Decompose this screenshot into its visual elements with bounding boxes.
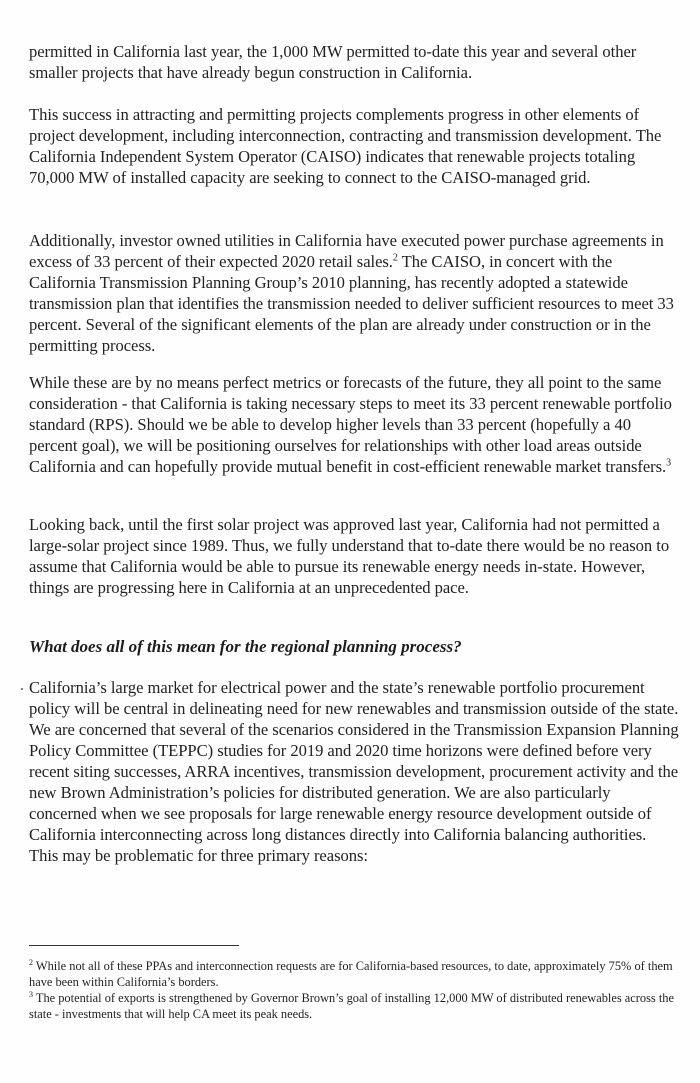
paragraph-2-text: This success in attracting and permitting projects complements progress in other elements of project development, including interconnection, contracting and transmission development. The California Independent System Operator (CAISO) indicates that renewable projects totaling 70,000 MW of installed capacity are seeking to connect to the CAISO-managed grid. — [29, 105, 662, 187]
paragraph-2 — [29, 104, 679, 188]
footnote-3-text: The potential of exports is strengthened by Governor Brown’s goal of installing 12,000 MW of distributed renewables across the state - investments that will help CA meet its peak needs. — [29, 991, 674, 1021]
paragraph-6-text: California’s large market for electrical power and the state’s renewable portfolio procurement policy will be central in delineating need for new renewables and transmission outside of the state. We are concerned that several of the scenarios considered in the Transmission Expansion Planning Policy Committee (TEPPC) studies for 2019 and 2020 time horizons were defined before very recent siting successes, ARRA incentives, transmission development, procurement activity and the new Brown Administration’s policies for distributed generation. We are also particularly concerned when we see proposals for large renewable energy resource development outside of California interconnecting across long distances directly into California balancing authorities. This may be problematic for three primary reasons: — [29, 678, 679, 865]
section-heading: What does all of this mean for the regional planning process? — [29, 637, 462, 656]
footnote-2 — [29, 958, 679, 990]
footnote-separator — [29, 945, 239, 946]
footnote-3 — [29, 990, 679, 1022]
paragraph-4-text: While these are by no means perfect metrics or forecasts of the future, they all point to the same consideration - that California is taking necessary steps to meet its 33 percent renewable portfolio standard (RPS). Should we be able to develop higher levels than 33 percent (hopefully a 40 percent goal), we will be positioning ourselves for relationships with other load areas outside California and can hopefully provide mutual benefit in cost-efficient renewable market transfers. — [29, 373, 672, 476]
paragraph-3-text-b: The CAISO, in concert with the California Transmission Planning Group’s 2010 planning, has recently adopted a statewide transmission plan that identifies the transmission needed to deliver sufficient resources to meet 33 percent. Several of the significant elements of the plan are already under construction or in the permitting process. — [29, 252, 674, 355]
footnote-2-marker: 2 — [29, 957, 33, 967]
footnotes — [29, 958, 679, 1022]
scan-speck — [21, 688, 23, 690]
paragraph-6 — [29, 677, 679, 866]
footnote-3-marker: 3 — [29, 989, 33, 999]
paragraph-5-text: Looking back, until the first solar project was approved last year, California had not permitted a large-solar project since 1989. Thus, we fully understand that to-date there would be no reason to assume that California would be able to pursue its renewable energy needs in-state. However, things are progressing here in California at an unprecedented pace. — [29, 515, 670, 597]
paragraph-3-text-a: Additionally, investor owned utilities in California have executed power purchase agreements in excess of 33 percent of their expected 2020 retail sales. — [29, 231, 664, 271]
paragraph-4 — [29, 372, 679, 477]
paragraph-5 — [29, 514, 679, 598]
paragraph-1 — [29, 41, 679, 83]
paragraph-1-text: permitted in California last year, the 1,000 MW permitted to-date this year and several other smaller projects that have already begun construction in California. — [29, 42, 637, 82]
footnote-2-text: While not all of these PPAs and interconnection requests are for California-based resources, to date, approximately 75% of them have been within California’s borders. — [29, 959, 673, 989]
footnote-ref-3[interactable]: 3 — [666, 457, 672, 469]
footnote-ref-2[interactable]: 2 — [392, 252, 398, 264]
paragraph-3 — [29, 230, 679, 356]
